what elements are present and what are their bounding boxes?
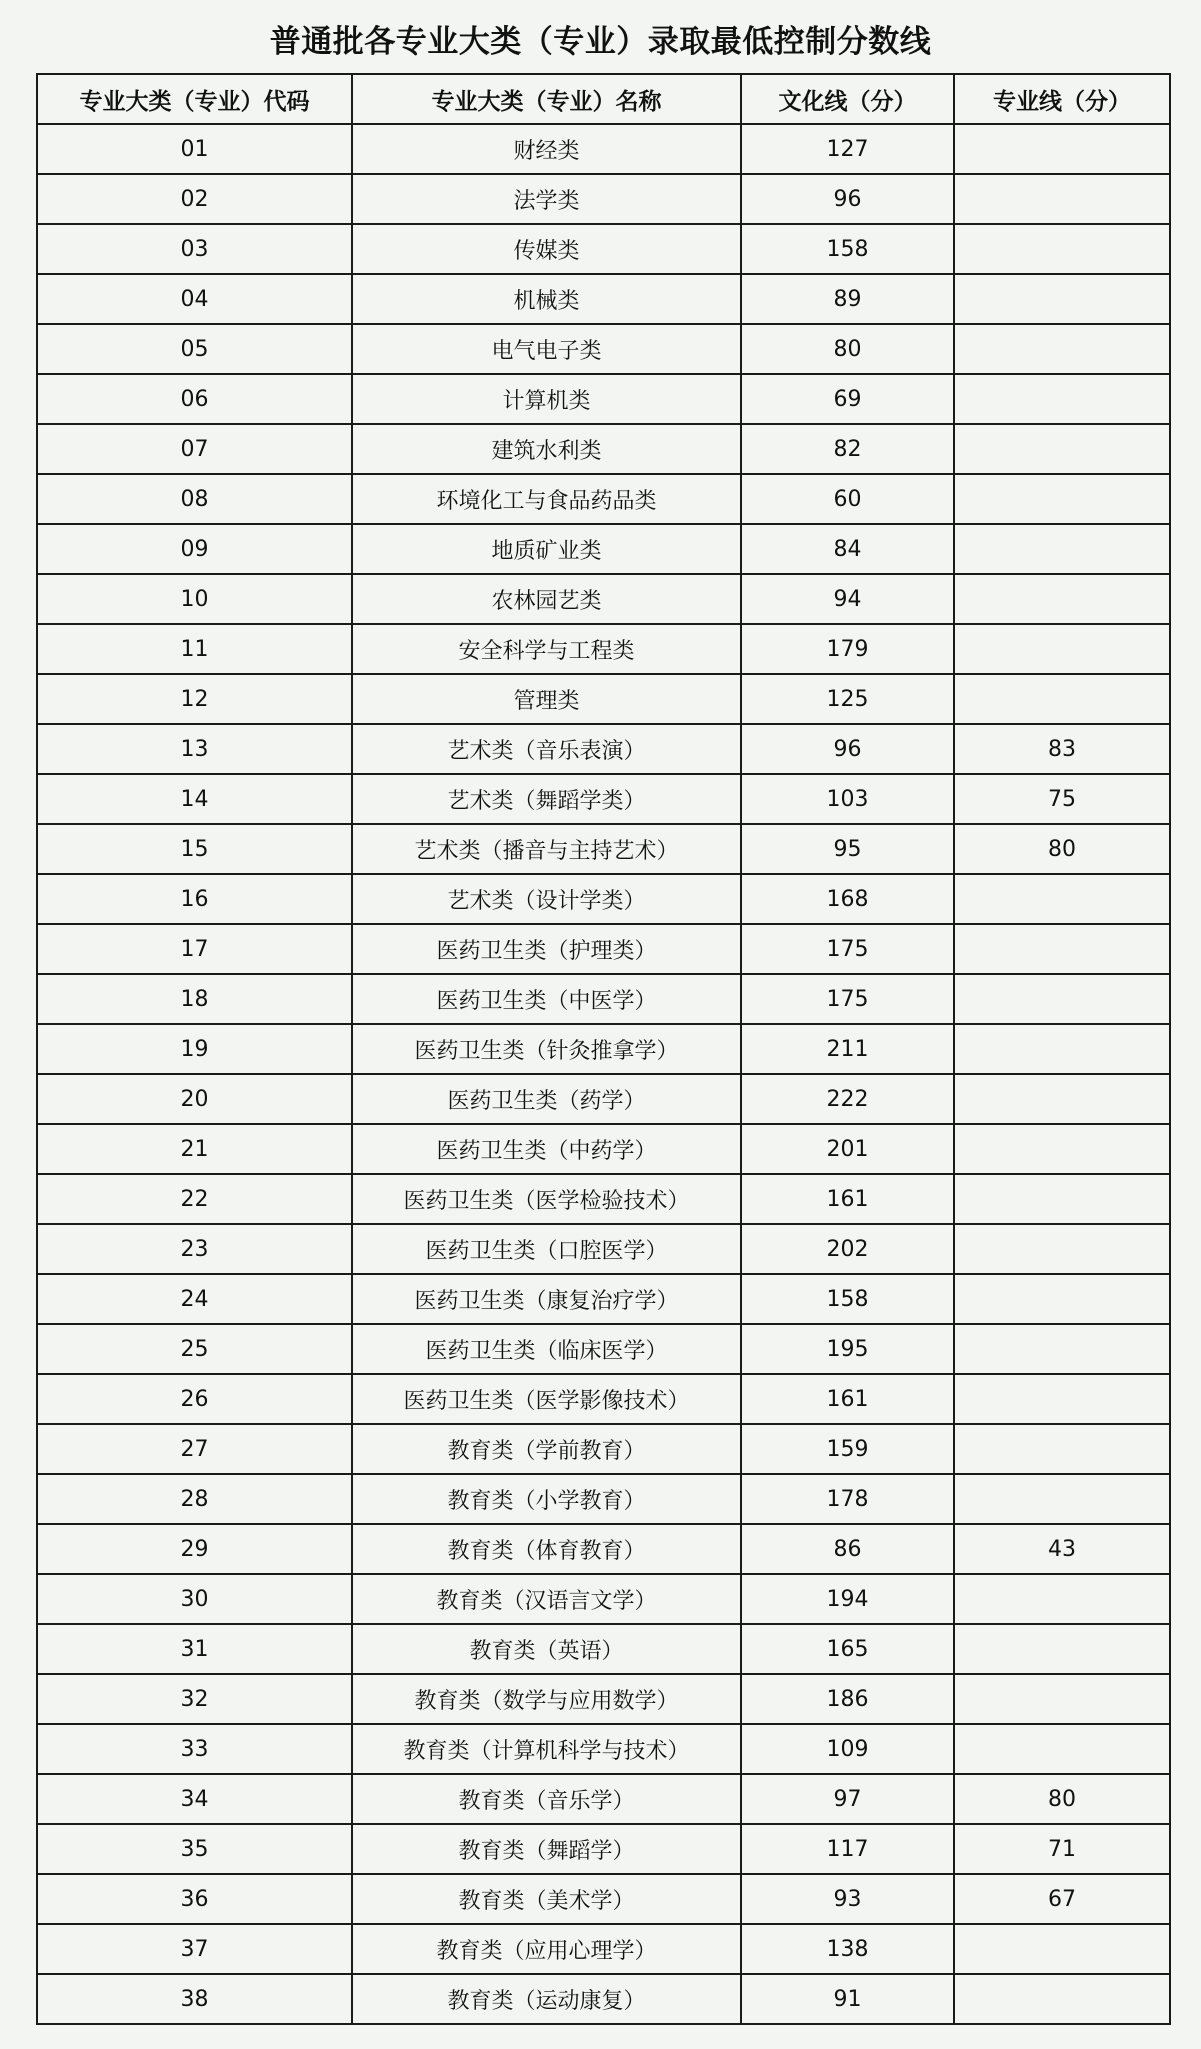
cell-name: 医药卫生类（口腔医学） [352,1224,741,1274]
table-row [37,374,1170,424]
cell-code: 26 [37,1374,352,1424]
cell-name: 环境化工与食品药品类 [352,474,741,524]
cell-name: 地质矿业类 [352,524,741,574]
cell-major-score [954,124,1170,174]
cell-culture-score: 94 [741,574,954,624]
table-row [37,474,1170,524]
cell-major-score [954,1174,1170,1224]
cell-major-score: 43 [954,1524,1170,1574]
cell-major-score [954,224,1170,274]
header-row [37,74,1170,124]
cell-major-score [954,624,1170,674]
cell-name: 教育类（数学与应用数学） [352,1674,741,1724]
cell-code: 14 [37,774,352,824]
cell-code: 35 [37,1824,352,1874]
cell-code: 05 [37,324,352,374]
cell-name: 教育类（应用心理学） [352,1924,741,1974]
cell-culture-score: 97 [741,1774,954,1824]
cell-culture-score: 211 [741,1024,954,1074]
cell-major-score [954,1624,1170,1674]
cell-major-score [954,924,1170,974]
table-header [37,74,1170,124]
cell-code: 27 [37,1424,352,1474]
table-row [37,874,1170,924]
cell-code: 21 [37,1124,352,1174]
cell-culture-score: 89 [741,274,954,324]
cell-major-score [954,1074,1170,1124]
cell-culture-score: 178 [741,1474,954,1524]
cell-code: 06 [37,374,352,424]
cell-major-score [954,1324,1170,1374]
cell-culture-score: 96 [741,724,954,774]
cell-code: 30 [37,1574,352,1624]
cell-major-score: 83 [954,724,1170,774]
cell-culture-score: 161 [741,1174,954,1224]
table-row [37,1324,1170,1374]
cell-culture-score: 86 [741,1524,954,1574]
table-row [37,1624,1170,1674]
cell-culture-score: 80 [741,324,954,374]
cell-code: 25 [37,1324,352,1374]
cell-culture-score: 117 [741,1824,954,1874]
table-row [37,1024,1170,1074]
table-row [37,1924,1170,1974]
cell-name: 机械类 [352,274,741,324]
cell-code: 29 [37,1524,352,1574]
cell-code: 16 [37,874,352,924]
cell-name: 农林园艺类 [352,574,741,624]
cell-code: 34 [37,1774,352,1824]
cell-culture-score: 202 [741,1224,954,1274]
table-row [37,774,1170,824]
cell-major-score [954,974,1170,1024]
cell-major-score [954,1674,1170,1724]
cell-code: 36 [37,1874,352,1924]
cell-major-score [954,1124,1170,1174]
table-row [37,1574,1170,1624]
table-row [37,274,1170,324]
table-body [37,124,1170,2024]
cell-name: 艺术类（播音与主持艺术） [352,824,741,874]
cell-code: 23 [37,1224,352,1274]
cell-major-score [954,1724,1170,1774]
cell-code: 02 [37,174,352,224]
cell-major-score [954,874,1170,924]
cell-name: 医药卫生类（中药学） [352,1124,741,1174]
cell-major-score [954,1024,1170,1074]
cell-name: 传媒类 [352,224,741,274]
cell-major-score: 67 [954,1874,1170,1924]
cell-name: 教育类（舞蹈学） [352,1824,741,1874]
cell-name: 法学类 [352,174,741,224]
cell-code: 31 [37,1624,352,1674]
table-row [37,674,1170,724]
cell-code: 28 [37,1474,352,1524]
table-row [37,1774,1170,1824]
cell-name: 财经类 [352,124,741,174]
table-row [37,1174,1170,1224]
table-row [37,1224,1170,1274]
cell-culture-score: 125 [741,674,954,724]
cell-code: 11 [37,624,352,674]
cell-culture-score: 95 [741,824,954,874]
cell-name: 教育类（体育教育） [352,1524,741,1574]
cell-culture-score: 69 [741,374,954,424]
cell-culture-score: 82 [741,424,954,474]
cell-name: 医药卫生类（中医学） [352,974,741,1024]
cell-code: 20 [37,1074,352,1124]
cell-code: 32 [37,1674,352,1724]
cell-culture-score: 161 [741,1374,954,1424]
cell-code: 08 [37,474,352,524]
table-row [37,1274,1170,1324]
cell-major-score [954,1424,1170,1474]
cell-culture-score: 175 [741,974,954,1024]
cell-major-score [954,574,1170,624]
cell-culture-score: 194 [741,1574,954,1624]
cell-major-score [954,674,1170,724]
cell-name: 教育类（计算机科学与技术） [352,1724,741,1774]
cell-name: 医药卫生类（医学检验技术） [352,1174,741,1224]
cell-code: 13 [37,724,352,774]
cell-name: 教育类（美术学） [352,1874,741,1924]
cell-culture-score: 165 [741,1624,954,1674]
table-row [37,1824,1170,1874]
cell-culture-score: 127 [741,124,954,174]
table-row [37,574,1170,624]
cell-code: 37 [37,1924,352,1974]
cell-culture-score: 168 [741,874,954,924]
cell-name: 医药卫生类（护理类） [352,924,741,974]
cell-name: 艺术类（舞蹈学类） [352,774,741,824]
cell-major-score: 80 [954,1774,1170,1824]
table-row [37,824,1170,874]
cell-major-score [954,424,1170,474]
cell-code: 18 [37,974,352,1024]
cell-code: 24 [37,1274,352,1324]
cell-code: 33 [37,1724,352,1774]
table-row [37,1974,1170,2024]
cell-major-score: 71 [954,1824,1170,1874]
header-name: 专业大类（专业）名称 [352,74,741,124]
cell-name: 医药卫生类（康复治疗学） [352,1274,741,1324]
cell-code: 12 [37,674,352,724]
cell-culture-score: 93 [741,1874,954,1924]
cell-culture-score: 91 [741,1974,954,2024]
table-row [37,424,1170,474]
table-row [37,1874,1170,1924]
cell-code: 10 [37,574,352,624]
cell-major-score [954,524,1170,574]
cell-code: 15 [37,824,352,874]
cell-name: 管理类 [352,674,741,724]
cell-name: 医药卫生类（针灸推拿学） [352,1024,741,1074]
cell-code: 22 [37,1174,352,1224]
cell-name: 教育类（英语） [352,1624,741,1674]
cell-culture-score: 109 [741,1724,954,1774]
cell-major-score [954,324,1170,374]
table-row [37,1124,1170,1174]
cell-culture-score: 158 [741,224,954,274]
cell-code: 17 [37,924,352,974]
cell-major-score [954,1374,1170,1424]
cell-culture-score: 179 [741,624,954,674]
cell-major-score [954,1274,1170,1324]
cell-major-score [954,1974,1170,2024]
cell-culture-score: 159 [741,1424,954,1474]
table-row [37,524,1170,574]
table-row [37,224,1170,274]
table-row [37,1074,1170,1124]
cell-name: 电气电子类 [352,324,741,374]
table-row [37,1524,1170,1574]
cell-culture-score: 195 [741,1324,954,1374]
cell-code: 04 [37,274,352,324]
cell-major-score [954,1474,1170,1524]
cell-culture-score: 158 [741,1274,954,1324]
table-row [37,1674,1170,1724]
cell-code: 19 [37,1024,352,1074]
header-major-score: 专业线（分） [954,74,1170,124]
cell-name: 安全科学与工程类 [352,624,741,674]
cell-name: 教育类（音乐学） [352,1774,741,1824]
cell-culture-score: 96 [741,174,954,224]
cell-name: 计算机类 [352,374,741,424]
cell-culture-score: 201 [741,1124,954,1174]
cell-culture-score: 138 [741,1924,954,1974]
cell-major-score [954,374,1170,424]
cell-code: 01 [37,124,352,174]
table-row [37,974,1170,1024]
cell-name: 教育类（小学教育） [352,1474,741,1524]
cell-name: 建筑水利类 [352,424,741,474]
cell-name: 医药卫生类（医学影像技术） [352,1374,741,1424]
cell-name: 艺术类（设计学类） [352,874,741,924]
table-row [37,124,1170,174]
cell-major-score: 75 [954,774,1170,824]
cell-major-score [954,174,1170,224]
table-row [37,624,1170,674]
cell-culture-score: 186 [741,1674,954,1724]
cell-name: 教育类（运动康复） [352,1974,741,2024]
cell-name: 教育类（汉语言文学） [352,1574,741,1624]
header-culture-score: 文化线（分） [741,74,954,124]
cell-name: 教育类（学前教育） [352,1424,741,1474]
cell-culture-score: 103 [741,774,954,824]
table-row [37,1724,1170,1774]
table-row [37,324,1170,374]
cell-code: 09 [37,524,352,574]
table-row [37,1424,1170,1474]
table-row [37,924,1170,974]
cell-major-score [954,1574,1170,1624]
cell-major-score: 80 [954,824,1170,874]
cell-major-score [954,1224,1170,1274]
cell-major-score [954,1924,1170,1974]
header-code: 专业大类（专业）代码 [37,74,352,124]
cell-code: 38 [37,1974,352,2024]
cell-culture-score: 222 [741,1074,954,1124]
cell-name: 医药卫生类（临床医学） [352,1324,741,1374]
cell-code: 03 [37,224,352,274]
table-row [37,724,1170,774]
table-row [37,174,1170,224]
table-row [37,1374,1170,1424]
page-title: 普通批各专业大类（专业）录取最低控制分数线 [269,24,932,60]
score-table [36,73,1171,2025]
table-row [37,1474,1170,1524]
cell-name: 艺术类（音乐表演） [352,724,741,774]
cell-major-score [954,474,1170,524]
cell-name: 医药卫生类（药学） [352,1074,741,1124]
cell-culture-score: 175 [741,924,954,974]
cell-code: 07 [37,424,352,474]
cell-culture-score: 60 [741,474,954,524]
cell-culture-score: 84 [741,524,954,574]
cell-major-score [954,274,1170,324]
